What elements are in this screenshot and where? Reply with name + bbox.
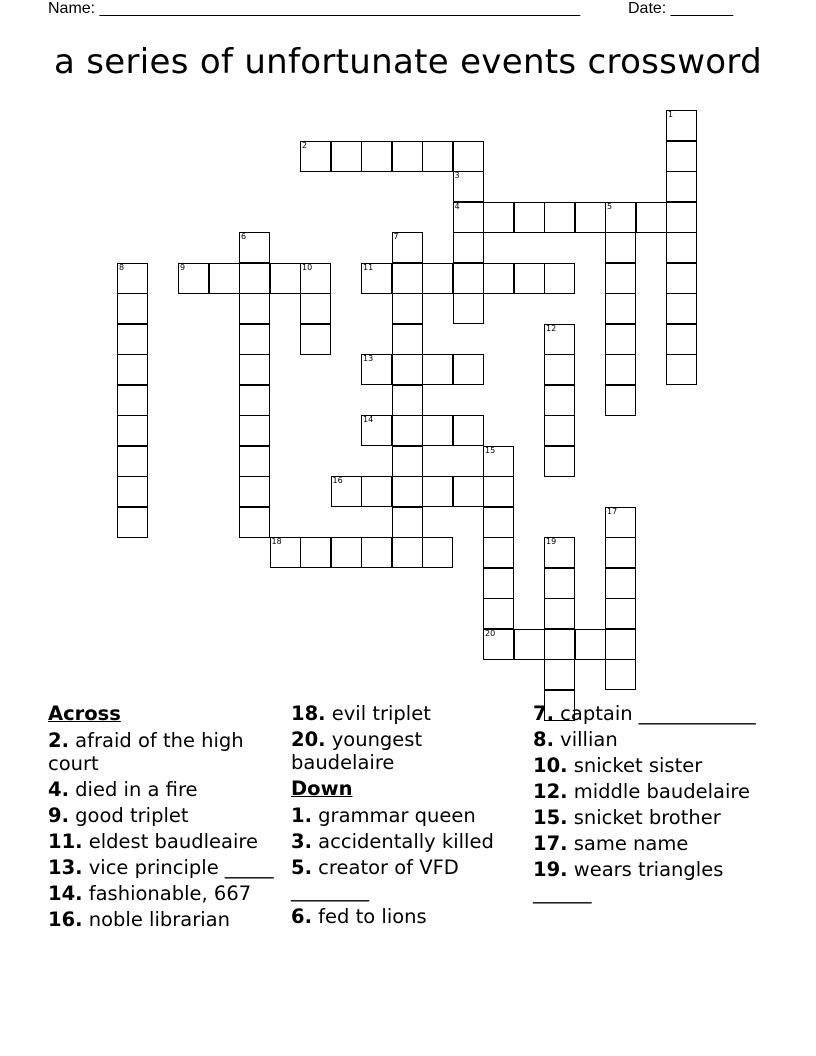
grid-cell[interactable] [117, 293, 148, 324]
clue-item-text: youngest baudelaire [291, 728, 423, 774]
grid-cell[interactable] [239, 415, 270, 446]
grid-cell[interactable] [605, 232, 636, 263]
clue-item-text: fed to lions [311, 905, 427, 928]
grid-cell[interactable] [392, 354, 423, 385]
grid-cell[interactable] [483, 476, 514, 507]
section-heading: Down [291, 777, 353, 800]
grid-cell[interactable] [117, 385, 148, 416]
clue-number: 2 [302, 140, 308, 150]
grid-cell[interactable] [483, 537, 514, 568]
grid-cell[interactable] [605, 385, 636, 416]
section-heading: Across [48, 702, 121, 725]
clue-item [533, 702, 773, 725]
clue-number: 11 [363, 262, 374, 272]
grid-cell[interactable] [117, 354, 148, 385]
clue-column-3 [533, 702, 773, 907]
clue-number: 5 [607, 201, 613, 211]
grid-cell[interactable] [483, 629, 514, 660]
clue-item-text: middle baudelaire [567, 780, 750, 803]
clue-number: 4 [454, 201, 460, 211]
clue-number: 17 [607, 506, 618, 516]
grid-cell[interactable] [392, 415, 423, 446]
grid-cell[interactable] [178, 263, 209, 294]
grid-cell[interactable] [544, 446, 575, 477]
grid-cell[interactable] [605, 293, 636, 324]
grid-cell[interactable] [239, 507, 270, 538]
clue-number: 13 [363, 354, 374, 363]
grid-cell[interactable] [392, 446, 423, 477]
grid-cell[interactable] [514, 263, 545, 294]
grid-cell[interactable] [666, 110, 697, 141]
clue-item-text: wears triangles ______ [533, 858, 724, 904]
grid-cell[interactable] [361, 476, 392, 507]
clue-number: 7 [393, 232, 399, 241]
grid-cell[interactable] [453, 293, 484, 324]
clue-number: 16 [332, 476, 343, 485]
grid-cell[interactable] [483, 263, 514, 294]
grid-cell[interactable] [636, 202, 667, 233]
clue-item-number: 16. [48, 908, 83, 931]
clue-item [48, 856, 288, 879]
clue-item [533, 832, 773, 855]
grid-cell[interactable] [666, 171, 697, 202]
clue-item [48, 778, 288, 801]
clue-item-text: grammar queen [311, 804, 476, 827]
grid-cell[interactable] [422, 263, 453, 294]
clue-item [48, 830, 288, 853]
grid-cell[interactable] [392, 141, 423, 172]
grid-cell[interactable] [453, 476, 484, 507]
clue-item-number: 19. [533, 858, 568, 881]
grid-cell[interactable] [300, 263, 331, 294]
grid-cell[interactable] [483, 568, 514, 599]
clue-item-text: snicket brother [567, 806, 721, 829]
clue-item-text: eldest baudleaire [82, 830, 258, 853]
clue-item [291, 702, 531, 725]
grid-cell[interactable] [453, 415, 484, 446]
clue-item [533, 728, 773, 751]
grid-cell[interactable] [361, 141, 392, 172]
clue-item-number: 6. [291, 905, 312, 928]
clue-column-1 [48, 702, 288, 934]
grid-cell[interactable] [361, 354, 392, 385]
grid-cell[interactable] [453, 232, 484, 263]
grid-cell[interactable] [300, 141, 331, 172]
clue-item-number: 10. [533, 754, 568, 777]
grid-cell[interactable] [453, 171, 484, 202]
clue-number: 14 [363, 415, 374, 424]
grid-cell[interactable] [544, 263, 575, 294]
clue-item [291, 728, 531, 774]
grid-cell[interactable] [605, 598, 636, 629]
grid-cell[interactable] [483, 446, 514, 477]
grid-cell[interactable] [422, 354, 453, 385]
clue-item [533, 806, 773, 829]
clue-item [291, 804, 531, 827]
grid-cell[interactable] [453, 354, 484, 385]
clue-item-number: 4. [48, 778, 69, 801]
grid-cell[interactable] [544, 202, 575, 233]
clue-number: 1 [668, 110, 674, 119]
clue-item-text: captain ____________ [553, 702, 756, 725]
clue-item-text: same name [567, 832, 689, 855]
clue-item-text: creator of VFD ________ [291, 856, 459, 902]
grid-cell[interactable] [239, 293, 270, 324]
grid-cell[interactable] [666, 202, 697, 233]
grid-cell[interactable] [117, 324, 148, 355]
clue-item-text: evil triplet [325, 702, 431, 725]
clue-item-text: noble librarian [82, 908, 230, 931]
grid-cell[interactable] [392, 263, 423, 294]
grid-cell[interactable] [544, 568, 575, 599]
grid-cell[interactable] [300, 324, 331, 355]
clue-item-number: 12. [533, 780, 568, 803]
clue-item-number: 7. [533, 702, 554, 725]
grid-cell[interactable] [605, 629, 636, 660]
grid-cell[interactable] [666, 141, 697, 172]
grid-cell[interactable] [605, 537, 636, 568]
grid-cell[interactable] [483, 202, 514, 233]
grid-cell[interactable] [331, 537, 362, 568]
clue-item-number: 3. [291, 830, 312, 853]
grid-cell[interactable] [209, 263, 240, 294]
clue-item [291, 830, 531, 853]
clue-number: 15 [485, 445, 496, 455]
clue-item-text: vice principle _____ [82, 856, 274, 879]
grid-cell[interactable] [239, 263, 270, 294]
grid-cell[interactable] [422, 141, 453, 172]
header-name-line: Name: ______________________________________________________ [48, 0, 581, 17]
grid-cell[interactable] [666, 232, 697, 263]
grid-cell[interactable] [666, 324, 697, 355]
grid-cell[interactable] [544, 354, 575, 385]
grid-cell[interactable] [239, 385, 270, 416]
grid-cell[interactable] [117, 476, 148, 507]
grid-cell[interactable] [544, 659, 575, 690]
grid-cell[interactable] [666, 293, 697, 324]
grid-cell[interactable] [483, 598, 514, 629]
grid-cell[interactable] [239, 476, 270, 507]
clue-item-number: 5. [291, 856, 312, 879]
header-date-line: Date: _______ [628, 0, 733, 17]
grid-cell[interactable] [605, 507, 636, 538]
clue-item-number: 11. [48, 830, 83, 853]
grid-cell[interactable] [544, 537, 575, 568]
grid-cell[interactable] [544, 385, 575, 416]
grid-cell[interactable] [392, 293, 423, 324]
grid-cell[interactable] [117, 507, 148, 538]
grid-cell[interactable] [605, 659, 636, 690]
page-title: a series of unfortunate events crossword [54, 42, 762, 82]
clue-item-number: 8. [533, 728, 554, 751]
grid-cell[interactable] [514, 629, 545, 660]
clue-item [48, 882, 288, 905]
clue-number: 18 [271, 537, 282, 546]
grid-cell[interactable] [483, 507, 514, 538]
clue-number: 20 [485, 628, 496, 638]
grid-cell[interactable] [422, 537, 453, 568]
grid-cell[interactable] [605, 324, 636, 355]
grid-cell[interactable] [361, 537, 392, 568]
clue-item-number: 9. [48, 804, 69, 827]
grid-cell[interactable] [239, 232, 270, 263]
grid-cell[interactable] [270, 537, 301, 568]
grid-cell[interactable] [575, 202, 606, 233]
clue-item [291, 856, 531, 902]
clue-item-number: 13. [48, 856, 83, 879]
grid-cell[interactable] [392, 507, 423, 538]
grid-cell[interactable] [575, 629, 606, 660]
clue-number: 6 [241, 232, 247, 241]
grid-cell[interactable] [666, 263, 697, 294]
grid-cell[interactable] [117, 446, 148, 477]
clue-item-number: 1. [291, 804, 312, 827]
clue-item [533, 780, 773, 803]
grid-cell[interactable] [361, 415, 392, 446]
clue-item-text: fashionable, 667 [82, 882, 252, 905]
clue-item-text: accidentally killed [311, 830, 494, 853]
grid-cell[interactable] [605, 202, 636, 233]
clue-item [48, 729, 288, 775]
grid-cell[interactable] [117, 415, 148, 446]
clue-number: 10 [302, 262, 313, 272]
grid-cell[interactable] [544, 629, 575, 660]
grid-cell[interactable] [331, 476, 362, 507]
grid-cell[interactable] [605, 263, 636, 294]
clue-item-number: 15. [533, 806, 568, 829]
clue-item-text: villian [553, 728, 618, 751]
clue-number: 12 [546, 323, 557, 333]
grid-cell[interactable] [300, 537, 331, 568]
grid-cell[interactable] [544, 598, 575, 629]
grid-cell[interactable] [239, 354, 270, 385]
grid-cell[interactable] [300, 293, 331, 324]
grid-cell[interactable] [453, 141, 484, 172]
grid-cell[interactable] [331, 141, 362, 172]
clue-item [48, 804, 288, 827]
grid-cell[interactable] [605, 568, 636, 599]
clue-item-number: 14. [48, 882, 83, 905]
clue-number: 9 [180, 262, 186, 272]
grid-cell[interactable] [239, 446, 270, 477]
grid-cell[interactable] [422, 415, 453, 446]
clue-item [48, 908, 288, 931]
grid-cell[interactable] [392, 476, 423, 507]
grid-cell[interactable] [544, 415, 575, 446]
grid-cell[interactable] [544, 324, 575, 355]
clue-column-2 [291, 702, 531, 931]
grid-cell[interactable] [392, 537, 423, 568]
clue-number: 19 [546, 537, 557, 546]
grid-cell[interactable] [453, 202, 484, 233]
clue-item-text: died in a fire [68, 778, 198, 801]
grid-cell[interactable] [514, 202, 545, 233]
grid-cell[interactable] [666, 354, 697, 385]
clue-item-number: 17. [533, 832, 568, 855]
grid-cell[interactable] [117, 263, 148, 294]
grid-cell[interactable] [453, 263, 484, 294]
clue-item-text: afraid of the high court [48, 729, 244, 775]
clue-item-number: 20. [291, 728, 326, 751]
grid-cell[interactable] [605, 354, 636, 385]
clue-item [533, 754, 773, 777]
clue-number: 8 [119, 262, 125, 272]
clue-item-number: 2. [48, 729, 69, 752]
grid-cell[interactable] [239, 324, 270, 355]
clue-item-number: 18. [291, 702, 326, 725]
grid-cell[interactable] [270, 263, 301, 294]
clue-item-text: snicket sister [567, 754, 703, 777]
grid-cell[interactable] [392, 232, 423, 263]
grid-cell[interactable] [392, 324, 423, 355]
grid-cell[interactable] [422, 476, 453, 507]
clue-item [291, 905, 531, 928]
grid-cell[interactable] [392, 385, 423, 416]
clue-item [533, 858, 773, 904]
clue-number: 3 [454, 171, 460, 180]
grid-cell[interactable] [361, 263, 392, 294]
clue-item-text: good triplet [68, 804, 189, 827]
